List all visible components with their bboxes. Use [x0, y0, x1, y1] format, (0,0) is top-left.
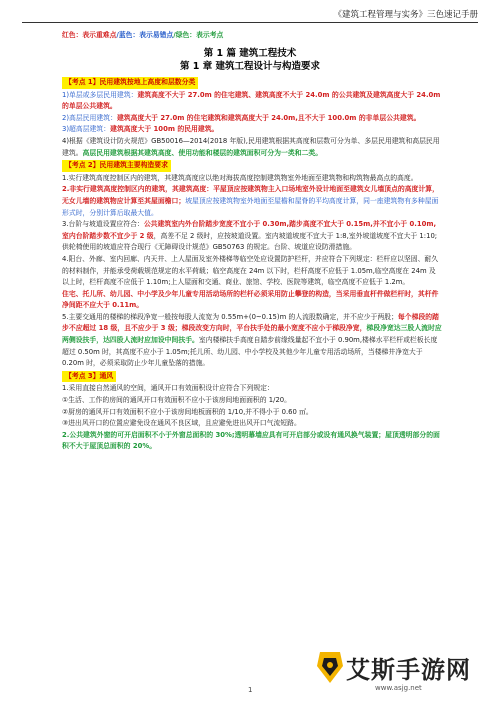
- paragraph: 1.采用直接自然通风的空间，通风开口有效面积设计应符合下列规定：: [62, 384, 274, 393]
- section-heading-2: 【考点 2】民用建筑主要构造要求: [62, 160, 171, 172]
- legend-green: /绿色：表示考点: [173, 31, 224, 39]
- paragraph: 1.实行建筑高度控制区内的建筑，其建筑高度应以绝对海拔高度控制建筑物室外地面至建筑物和构筑物最高点的高度。: [62, 173, 418, 182]
- header-rule: [22, 22, 478, 23]
- paragraph: 4.阳台、外廊、室内回廊、内天井、上人屋面及室外楼梯等临空处应设置防护栏杆，并应符合下列规定：栏杆应以坚固、耐久的材料制作，并能承受荷载规范规定的水平荷载；临空高度在 24m 以下时，栏杆高度不应低于 1.05m,临空高度在 24m 及以上时，栏杆高度不应低于 1.10m;上人屋面和交通、商业、旅馆、学校、医院等建筑，临空高度不应低于 1.2m。: [62, 254, 439, 287]
- paragraph: 2.非实行建筑高度控制区内的建筑，其建筑高度：平屋顶应按建筑物主入口场地室外设计地面至建筑女儿墙顶点的高度计算，无女儿墙的建筑物应计算至其屋面檐口；坡屋顶应按建筑物室外地面至屋檐和屋脊的平均高度计算，同一座建筑物有多种屋面形式时，分别计算后取最大值。: [62, 185, 439, 217]
- page-number: 1: [248, 686, 253, 694]
- legend-blue: /蓝色：表示易错点: [116, 31, 174, 39]
- paragraph: 住宅、托儿所、幼儿园、中小学及少年儿童专用活动场所的栏杆必须采用防止攀登的构造，当采用垂直杆件做栏杆时，其杆件净间距不应大于 0.11m。: [62, 289, 439, 310]
- paragraph: ②厨房的通风开口有效面积不应小于该房间地板面积的 1/10,并不得小于 0.60 ㎡。: [62, 407, 313, 416]
- section-heading-3: 【考点 3】通风: [62, 371, 116, 383]
- running-header: 《建筑工程管理与实务》三色速记手册: [333, 10, 478, 20]
- watermark-url: www.asjg.net: [375, 684, 422, 692]
- paragraph: ①生活、工作的房间的通风开口有效面积不应小于该房间地面面积的 1/20。: [62, 396, 291, 405]
- chapter-title: 第 1 章 建筑工程设计与构造要求: [179, 61, 321, 72]
- paragraph: 4)根据《建筑设计防火规范》GB50016—2014(2018 年版),民用建筑根据其高度和层数可分为单、多层民用建筑和高层民用建筑。高层民用建筑根据其建筑高度、使用功能和楼层的建筑面积可分为一类和二类。: [62, 136, 440, 157]
- section-heading-1: 【考点 1】民用建筑按地上高度和层数分类: [62, 77, 198, 89]
- watermark-logo-icon: [314, 648, 346, 686]
- color-legend: [62, 29, 223, 39]
- paragraph: 2.公共建筑外窗的可开启面积不小于外窗总面积的 30%;透明幕墙应具有可开启部分或设有通风换气装置；屋顶透明部分的面积不大于屋顶总面积的 20%。: [62, 430, 440, 451]
- paragraph: 3)超高层建筑：建筑高度大于 100m 的民用建筑。: [62, 125, 219, 134]
- paragraph: 3.台阶与坡道设置应符合：公共建筑室内外台阶踏步宽度不宜小于 0.30m,踏步高度不宜大于 0.15m,并不宜小于 0.10m,室内台阶踏步数不宜少于 2 级，高差不足 2 级时，应按坡道设置。室内坡道坡度不宜大于 1:8,室外坡道坡度不宜大于 1:10;供轮椅使用的坡道应符合现行《无障碍设计规范》GB50763 的规定。台阶、坡道应设防滑措施。: [62, 220, 438, 252]
- watermark-text: 艾斯手游网: [346, 656, 471, 684]
- paragraph: ③进出风开口的位置应避免设在通风不良区域，且应避免进出风开口气流短路。: [62, 419, 301, 428]
- legend-red: 红色：表示重难点: [62, 31, 117, 39]
- paragraph: 5.主要交通用的楼梯的梯段净宽一般按每股人流宽为 0.55m+(0~0.15)m 的人流股数确定，并不应少于两股；每个梯段的踏步不应超过 18 级，且不应少于 3 级；梯段改变方向时，平台扶手处的最小宽度不应小于梯段净宽，梯段净宽达三股人流时应两侧设扶手，达四股人流时应加设中间扶手。室内楼梯扶手高度自踏步前缘线量起不宜小于 0.90m,楼梯水平栏杆或栏板长度超过 0.50m 时，其高度不应小于 1.05m;托儿所、幼儿园、中小学校及其他少年儿童专用活动场所，当楼梯井净宽大于 0.20m 时，必须采取防止少年儿童坠落的措施。: [62, 312, 442, 368]
- part-title: 第 1 篇 建筑工程技术: [203, 48, 297, 59]
- paragraph: 2)高层民用建筑：建筑高度大于 27.0m 的住宅建筑和建筑高度大于 24.0m,且不大于 100.0m 的非单层公共建筑。: [62, 113, 421, 122]
- paragraph: 1)单层或多层民用建筑：建筑高度不大于 27.0m 的住宅建筑、建筑高度不大于 24.0m 的公共建筑及建筑高度大于 24.0m 的单层公共建筑。: [62, 90, 441, 111]
- chapter-body: [62, 76, 442, 453]
